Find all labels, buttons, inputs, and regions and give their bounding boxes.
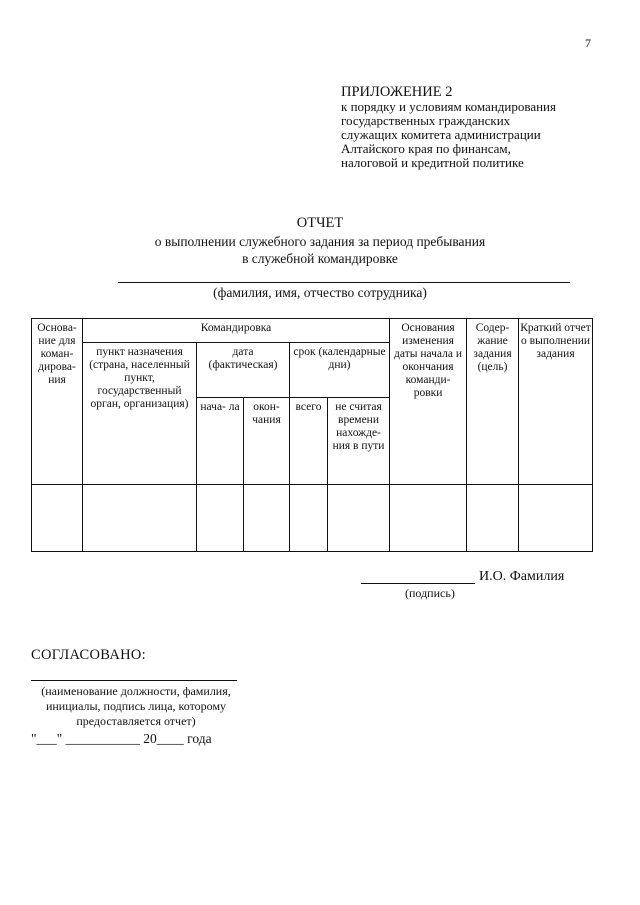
agreed-line xyxy=(31,680,237,681)
employee-name-line xyxy=(118,282,570,283)
appendix-line: к порядку и условиям командирования xyxy=(341,99,556,114)
table-cell[interactable] xyxy=(519,485,593,552)
header-change-basis: Основания изменения даты начала и окончания команди- ровки xyxy=(390,319,467,485)
header-task-content: Содер- жание задания (цель) xyxy=(467,319,519,485)
header-total: всего xyxy=(290,398,328,485)
header-excl-travel: не считая времени нахожде- ния в пути xyxy=(328,398,390,485)
agreed-label: СОГЛАСОВАНО: xyxy=(31,647,146,663)
table-row xyxy=(32,485,593,552)
appendix-body xyxy=(341,100,594,170)
table-cell[interactable] xyxy=(467,485,519,552)
signature-line xyxy=(361,583,475,584)
table-cell[interactable] xyxy=(83,485,197,552)
header-end: окон- чания xyxy=(244,398,290,485)
header-brief-report: Краткий отчет о выполнении задания xyxy=(519,319,593,485)
table-cell[interactable] xyxy=(32,485,83,552)
report-subtitle xyxy=(0,233,640,267)
report-subtitle-line: в служебной командировке xyxy=(242,251,398,266)
header-date: дата (фактическая) xyxy=(197,343,290,398)
table-cell[interactable] xyxy=(197,485,244,552)
report-subtitle-line: о выполнении служебного задания за период пребывания xyxy=(154,234,486,249)
header-basis: Основа- ние для коман- дирова- ния xyxy=(32,319,83,485)
page-number: 7 xyxy=(585,36,591,50)
appendix-heading: ПРИЛОЖЕНИЕ 2 xyxy=(341,84,453,100)
appendix-block xyxy=(341,84,594,170)
report-title: ОТЧЕТ xyxy=(296,215,344,231)
appendix-line: государственных гражданских xyxy=(341,113,511,128)
header-start: нача- ла xyxy=(197,398,244,485)
signature-name: И.О. Фамилия xyxy=(479,569,565,584)
header-term: срок (календарные дни) xyxy=(290,343,390,398)
table-cell[interactable] xyxy=(290,485,328,552)
table-cell[interactable] xyxy=(244,485,290,552)
header-destination: пункт назначения (страна, населенный пункт, государственный орган, организация) xyxy=(83,343,197,485)
appendix-line: Алтайского края по финансам, xyxy=(341,141,511,156)
signature-caption: (подпись) xyxy=(405,586,455,600)
header-trip: Командировка xyxy=(83,319,390,343)
agreed-caption: (наименование должности, фамилия, инициалы, подпись лица, которому предоставляется отчет) xyxy=(41,684,231,728)
date-line: "___" ___________ 20____ года xyxy=(31,731,212,746)
report-table xyxy=(31,318,593,552)
employee-name-caption: (фамилия, имя, отчество сотрудника) xyxy=(213,285,427,300)
appendix-line: служащих комитета администрации xyxy=(341,127,541,142)
appendix-line: налоговой и кредитной политике xyxy=(341,155,524,170)
table-cell[interactable] xyxy=(328,485,390,552)
table-cell[interactable] xyxy=(390,485,467,552)
